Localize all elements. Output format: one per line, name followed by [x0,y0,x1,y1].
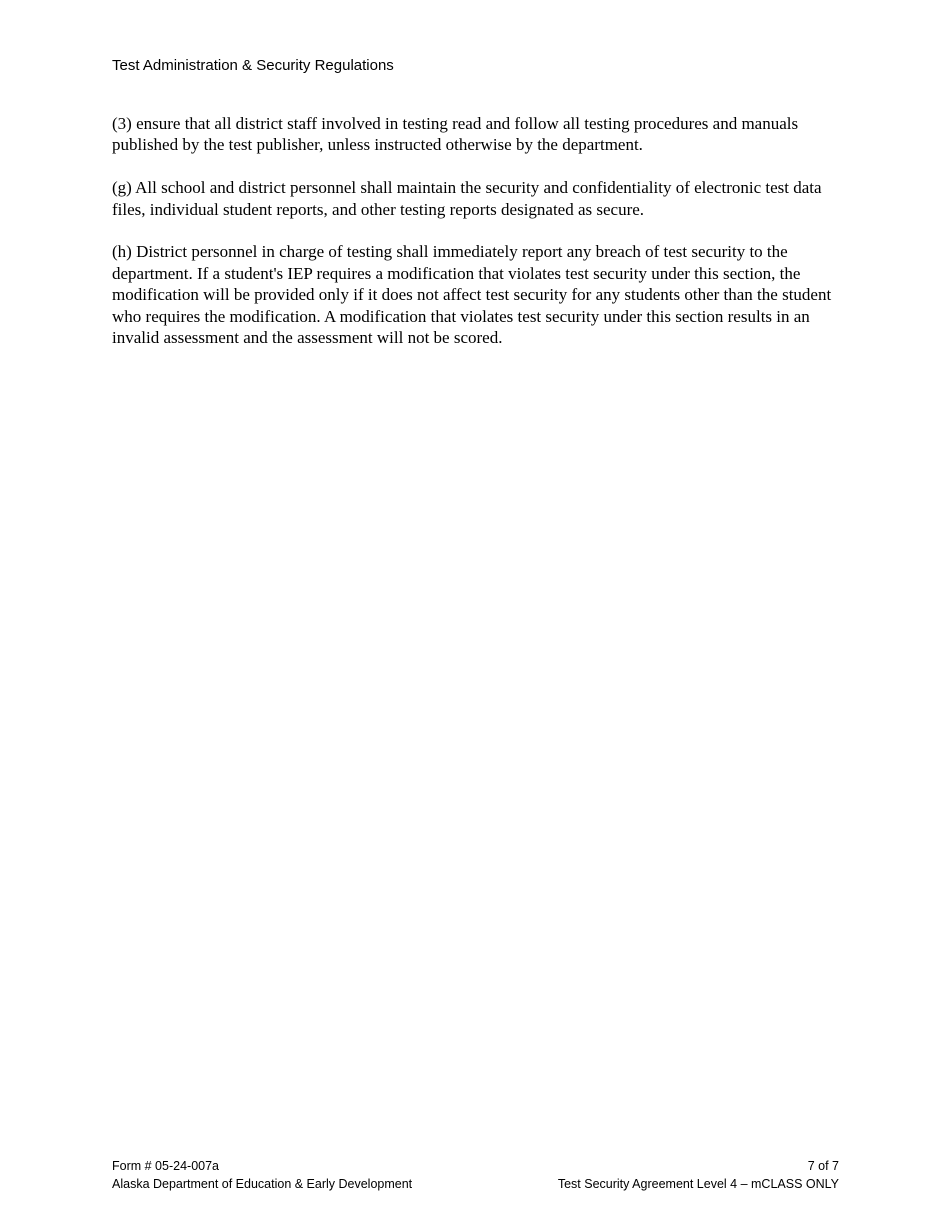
paragraph-3-staff-procedures: (3) ensure that all district staff involved in testing read and follow all testing procedures and manuals published by the test publisher, unless instructed otherwise by the department. [112,114,799,155]
page-number: 7 of 7 [807,1159,839,1173]
footer-right [558,1157,839,1193]
document-body [112,113,832,370]
running-header-title: Test Administration & Security Regulations [112,57,394,74]
document-title: Test Security Agreement Level 4 – mCLASS ONLY [557,1177,839,1191]
paragraph-g-data-confidentiality: (g) All school and district personnel shall maintain the security and confidentiality of electronic test data files, individual student reports, and other testing reports designated as secure. [112,178,822,219]
paragraph-h-breach-reporting: (h) District personnel in charge of testing shall immediately report any breach of test security to the department. If a student's IEP requires a modification that violates test security under this section, the modification will be provided only if it does not affect test security for any students other than the student who requires the modification. A modification that violates test security under this section results in an invalid assessment and the assessment will not be scored. [112,242,832,348]
department-name: Alaska Department of Education & Early Development [112,1177,413,1191]
footer-left [112,1157,412,1193]
form-number: Form # 05-24-007a [112,1159,220,1173]
